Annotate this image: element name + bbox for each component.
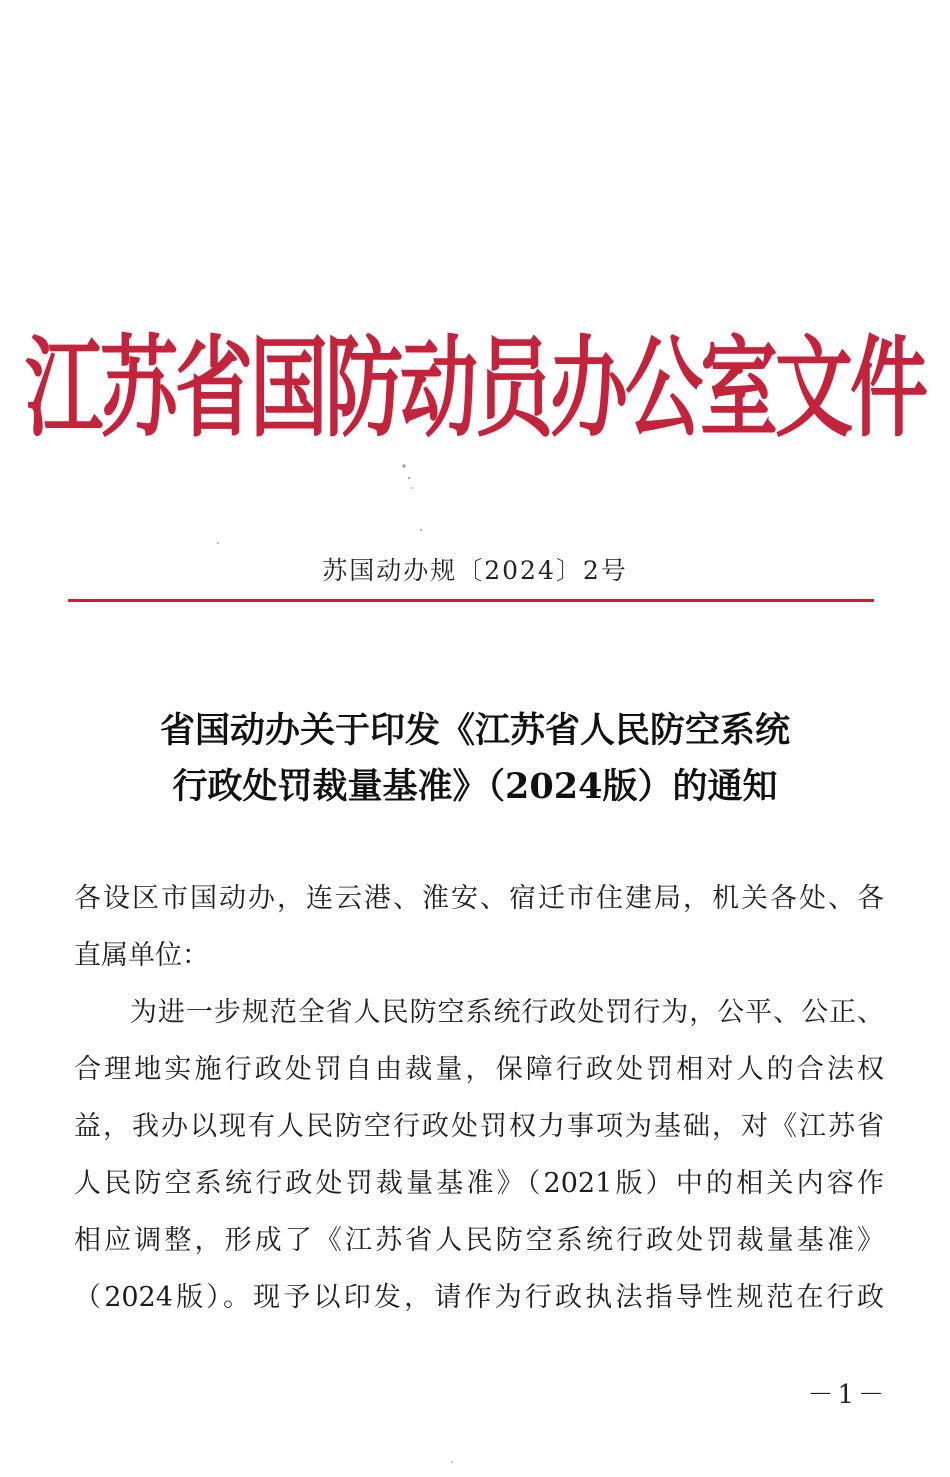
document-body: [74, 870, 884, 1326]
paragraph-line-3: 益，我办以现有人民防空行政处罚权力事项为基础，对《江苏省: [74, 1111, 884, 1142]
addressee-line-1: 各设区市国动办，连云港、淮安、宿迁市住建局，机关各处、各: [74, 883, 884, 914]
addressee-line-2: 直属单位：: [74, 940, 209, 971]
paragraph-line-4: 人民防空系统行政处罚裁量基准》（2021版）中的相关内容作: [74, 1168, 884, 1199]
red-divider-line: [68, 599, 874, 602]
paragraph-line-2: 合理地实施行政处罚自由裁量，保障行政处罚相对人的合法权: [74, 1054, 884, 1085]
document-header-title: [0, 326, 950, 453]
paragraph-line-5: 相应调整，形成了《江苏省人民防空系统行政处罚裁量基准》: [74, 1225, 884, 1256]
paragraph-line-6: （2024版）。现予以印发，请作为行政执法指导性规范在行政: [74, 1282, 884, 1313]
title-line-2: 行政处罚裁量基准》（2024版）的通知: [172, 766, 778, 807]
paragraph-line-1: 为进一步规范全省人民防空系统行政处罚行为，公平、公正、: [74, 997, 884, 1028]
title-line-1: 省国动办关于印发《江苏省人民防空系统: [159, 710, 790, 751]
document-title: [40, 703, 910, 815]
header-title-text: 江苏省国防动员办公室文件: [24, 326, 925, 453]
document-number: 苏国动办规〔2024〕2号: [322, 556, 628, 585]
page-number: －1－: [807, 1380, 888, 1410]
